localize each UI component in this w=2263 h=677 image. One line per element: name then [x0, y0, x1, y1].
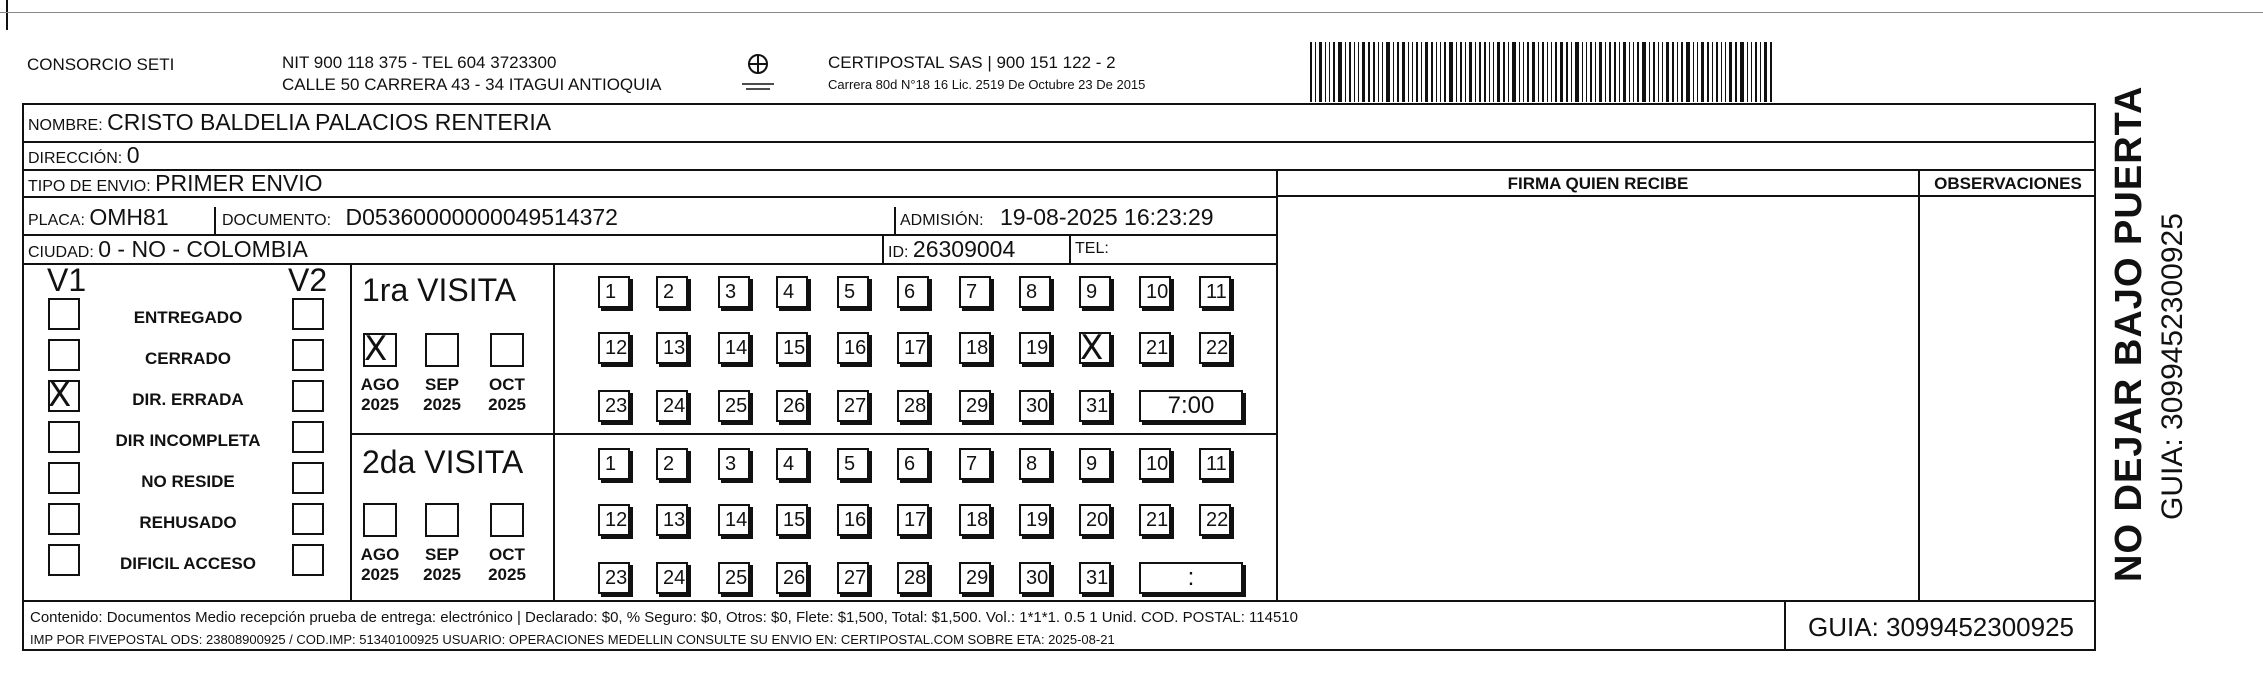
barcode-bar [1373, 42, 1375, 102]
barcode-bar [1386, 42, 1390, 102]
barcode-bar [1666, 42, 1669, 102]
barcode-bar [1707, 42, 1709, 102]
v2-checkbox[interactable] [292, 380, 324, 412]
barcode-bar [1637, 42, 1639, 102]
day-box[interactable]: 28 [897, 390, 929, 422]
barcode-bar [1747, 42, 1748, 102]
divider [22, 141, 2096, 143]
barcode-bar [1358, 42, 1359, 102]
barcode-bar [1725, 42, 1726, 102]
divider [553, 263, 555, 601]
day-box[interactable]: 14 [718, 332, 750, 364]
day-box[interactable]: 19 [1019, 504, 1051, 536]
barcode-bar [1764, 42, 1767, 102]
day-box[interactable]: 9 [1079, 276, 1111, 308]
day-box[interactable]: 28 [897, 562, 929, 594]
tipo-label: TIPO DE ENVIO: [28, 178, 151, 195]
barcode-bar [1740, 42, 1744, 102]
barcode-bar [1716, 42, 1718, 102]
reason-label: NO RESIDE [141, 472, 235, 491]
barcode-bar [1329, 42, 1330, 102]
barcode-bar [1623, 42, 1626, 102]
barcode-bar [1325, 42, 1326, 102]
placa-value: OMH81 [89, 204, 169, 230]
day-box[interactable]: 27 [837, 390, 869, 422]
v2-checkbox[interactable] [292, 503, 324, 535]
barcode-bar [1649, 42, 1650, 102]
day-box[interactable]: 12 [598, 504, 630, 536]
barcode-bar [1523, 42, 1524, 102]
certipostal-line: CERTIPOSTAL SAS | 900 151 122 - 2 [828, 53, 1116, 72]
barcode-bar [1402, 42, 1405, 102]
day-box[interactable]: 16 [837, 504, 869, 536]
barcode-bar [1605, 42, 1606, 102]
day-box[interactable]: 11 [1199, 448, 1231, 480]
day-box[interactable] [1079, 328, 1111, 368]
barcode-bar [1527, 42, 1529, 102]
barcode-bar [1542, 42, 1544, 102]
documento-field [222, 204, 618, 231]
day-box[interactable]: 6 [897, 448, 929, 480]
v1-header: V1 [47, 262, 87, 298]
barcode-bar [1460, 42, 1462, 102]
admision-field [900, 204, 1214, 231]
month-checkbox[interactable] [363, 329, 397, 369]
reason-label: DIR INCOMPLETA [115, 431, 261, 450]
barcode-bar [1633, 42, 1634, 102]
month-checkbox[interactable] [490, 503, 524, 537]
day-box[interactable]: 30 [1019, 390, 1051, 422]
day-box[interactable]: 24 [656, 562, 688, 594]
barcode-bar [1681, 42, 1683, 102]
barcode-bar [1712, 42, 1713, 102]
month-name: AGO [360, 375, 400, 394]
barcode-bar [1697, 42, 1698, 102]
direccion-label: DIRECCIÓN: [28, 150, 123, 167]
month-label [355, 375, 405, 415]
day-box[interactable]: 31 [1079, 562, 1111, 594]
barcode-bar [1440, 42, 1441, 102]
month-label [355, 545, 405, 585]
barcode-bar [1338, 42, 1342, 102]
observaciones-header: OBSERVACIONES [1934, 174, 2082, 193]
day-box[interactable]: 14 [718, 504, 750, 536]
barcode-bar [1599, 42, 1602, 102]
day-box[interactable]: 21 [1139, 504, 1171, 536]
barcode-bar [1590, 42, 1592, 102]
month-year: 2025 [488, 395, 526, 414]
month-year: 2025 [423, 565, 461, 584]
barcode-bar [1642, 42, 1646, 102]
logo-icon [738, 50, 778, 94]
day-box[interactable]: 11 [1199, 276, 1231, 308]
day-box[interactable]: 1 [598, 448, 630, 480]
month-checkbox[interactable] [363, 503, 397, 537]
tipo-field [28, 170, 323, 197]
v1-checkbox[interactable] [48, 544, 80, 576]
month-year: 2025 [361, 565, 399, 584]
barcode-bar [1609, 42, 1611, 102]
day-box[interactable]: 21 [1139, 332, 1171, 364]
barcode-bar [1408, 42, 1409, 102]
day-box[interactable]: 25 [718, 390, 750, 422]
nit-block [282, 52, 661, 96]
divider [882, 235, 884, 264]
barcode-bar [1729, 42, 1732, 102]
day-box[interactable]: 31 [1079, 390, 1111, 422]
tel-label: TEL: [1075, 240, 1109, 257]
barcode-bar [1479, 42, 1481, 102]
side-warning: NO DEJAR BAJO PUERTA [2108, 85, 2150, 582]
barcode-bar [1672, 42, 1674, 102]
barcode-bar [1677, 42, 1678, 102]
day-box[interactable]: 4 [776, 448, 808, 480]
v2-header: V2 [288, 262, 328, 298]
v1-checkbox[interactable] [48, 375, 80, 415]
barcode-bar [1497, 42, 1500, 102]
v2-checkbox[interactable] [292, 544, 324, 576]
barcode-bar [1382, 42, 1383, 102]
barcode-bar [1629, 42, 1630, 102]
barcode-bar [1444, 42, 1446, 102]
divider [350, 263, 352, 601]
documento-value: D05360000000049514372 [345, 204, 618, 230]
license-line: Carrera 80d N°18 16 Lic. 2519 De Octubre 23 De 2015 [828, 77, 1146, 92]
id-value: 26309004 [912, 236, 1016, 262]
divider [350, 433, 1278, 435]
barcode-bar [1465, 42, 1466, 102]
barcode-bar [1555, 42, 1557, 102]
side-guia: GUIA: 3099452300925 [2156, 213, 2189, 520]
barcode-bar [1362, 42, 1365, 102]
month-label [482, 375, 532, 415]
direccion-value: 0 [126, 142, 140, 168]
day-box[interactable]: 15 [776, 504, 808, 536]
day-box[interactable]: 12 [598, 332, 630, 364]
month-year: 2025 [488, 565, 526, 584]
admision-value: 19-08-2025 16:23:29 [1000, 204, 1214, 230]
direccion-field [28, 142, 139, 169]
reason-label: CERRADO [145, 349, 231, 368]
barcode-bar [1755, 42, 1757, 102]
address-line: CALLE 50 CARRERA 43 - 34 ITAGUI ANTIOQUIA [282, 75, 662, 94]
month-name: OCT [489, 375, 525, 394]
barcode-bar [1686, 42, 1690, 102]
visit1-title: 1ra VISITA [362, 272, 517, 308]
divider [1918, 169, 1920, 601]
barcode-bar [1319, 42, 1322, 102]
nombre-label: NOMBRE: [28, 117, 103, 134]
day-box[interactable]: 9 [1079, 448, 1111, 480]
barcode-bar [1571, 42, 1572, 102]
divider [22, 169, 2096, 171]
visit2-title: 2da VISITA [362, 444, 524, 480]
barcode-bar [1449, 42, 1453, 102]
barcode-bar [1349, 42, 1351, 102]
barcode-bar [1595, 42, 1596, 102]
month-checkbox[interactable] [425, 503, 459, 537]
nit-line: NIT 900 118 375 - TEL 604 3723300 [282, 53, 557, 72]
divider [894, 207, 896, 235]
divider [1276, 195, 2096, 197]
barcode-bar [1751, 42, 1752, 102]
day-box[interactable]: 15 [776, 332, 808, 364]
barcode-bar [1519, 42, 1520, 102]
barcode-bar [1566, 42, 1568, 102]
guia-footer: GUIA: 3099452300925 [1808, 612, 2074, 642]
day-box[interactable]: 23 [598, 390, 630, 422]
day-box[interactable]: 30 [1019, 562, 1051, 594]
barcode-bar [1614, 42, 1616, 102]
barcode-bar [1397, 42, 1399, 102]
barcode-bar [1538, 42, 1539, 102]
month-year: 2025 [361, 395, 399, 414]
barcode-bar [1512, 42, 1516, 102]
day-box[interactable]: 27 [837, 562, 869, 594]
v2-checkbox[interactable] [292, 339, 324, 371]
check-mark: X [364, 329, 388, 369]
admision-label: ADMISIÓN: [900, 212, 984, 229]
day-box[interactable]: 5 [837, 448, 869, 480]
day-box[interactable]: 16 [837, 332, 869, 364]
v2-checkbox[interactable] [292, 421, 324, 453]
divider [1276, 169, 1278, 601]
ciudad-field [28, 236, 308, 263]
ciudad-value: 0 - NO - COLOMBIA [98, 236, 308, 262]
barcode-bar [1354, 42, 1355, 102]
check-mark: X [1080, 328, 1104, 368]
barcode-bar [1560, 42, 1563, 102]
day-box[interactable]: 4 [776, 276, 808, 308]
v1-checkbox[interactable] [48, 421, 80, 453]
tipo-value: PRIMER ENVIO [155, 170, 323, 196]
v2-checkbox[interactable] [292, 462, 324, 494]
certipostal-block [828, 52, 1145, 96]
barcode-bar [1412, 42, 1413, 102]
v1-checkbox[interactable] [48, 339, 80, 371]
barcode-bar [1532, 42, 1535, 102]
edge-mark [0, 12, 2263, 13]
reason-label: DIFICIL ACCESO [119, 554, 256, 573]
company-name: CONSORCIO SETI [27, 55, 175, 74]
day-box[interactable]: 29 [959, 390, 991, 422]
day-box[interactable]: 7 [959, 276, 991, 308]
v1-checkbox[interactable] [48, 462, 80, 494]
month-name: AGO [360, 545, 400, 564]
divider [1069, 235, 1071, 264]
ciudad-label: CIUDAD: [28, 244, 94, 261]
placa-label: PLACA: [28, 212, 85, 229]
day-box[interactable]: 19 [1019, 332, 1051, 364]
day-box[interactable]: 13 [656, 504, 688, 536]
id-field [888, 236, 1015, 263]
barcode-bar [1503, 42, 1505, 102]
month-year: 2025 [423, 395, 461, 414]
barcode-bar [1425, 42, 1428, 102]
barcode-bar [1489, 42, 1490, 102]
day-box[interactable]: 2 [656, 448, 688, 480]
month-label [482, 545, 532, 585]
day-box[interactable]: 26 [776, 390, 808, 422]
month-name: OCT [489, 545, 525, 564]
nombre-field [28, 109, 551, 136]
barcode-bar [1760, 42, 1761, 102]
barcode-bar [1575, 42, 1579, 102]
placa-field [28, 204, 169, 231]
barcode-bar [1310, 42, 1312, 102]
day-box[interactable]: 3 [718, 276, 750, 308]
reason-label: ENTREGADO [133, 308, 243, 327]
barcode-bar [1345, 42, 1346, 102]
day-box[interactable]: 24 [656, 390, 688, 422]
documento-label: DOCUMENTO: [222, 212, 332, 229]
barcode-bar [1421, 42, 1422, 102]
barcode-bar [1393, 42, 1394, 102]
id-label: ID: [888, 244, 909, 261]
day-box[interactable]: 3 [718, 448, 750, 480]
month-name: SEP [424, 545, 460, 564]
month-label [417, 375, 467, 415]
divider [214, 207, 216, 235]
day-box[interactable]: 17 [897, 332, 929, 364]
barcode-bar [1493, 42, 1494, 102]
barcode [1310, 42, 1950, 102]
day-box[interactable]: 26 [776, 562, 808, 594]
month-name: SEP [424, 375, 460, 394]
imp-line: IMP POR FIVEPOSTAL ODS: 23808900925 / COD.IMP: 51340100925 USUARIO: OPERACIONES MEDELLIN CONSULTE SU ENVIO EN: CERTIPOSTAL.COM SOBRE ETA: 2025-08-21 [30, 632, 1115, 647]
divider [22, 263, 1278, 265]
day-box[interactable]: 2 [656, 276, 688, 308]
day-box[interactable]: 17 [897, 504, 929, 536]
edge-mark [6, 0, 8, 30]
barcode-bar [1378, 42, 1379, 102]
barcode-bar [1333, 42, 1335, 102]
day-box[interactable]: 13 [656, 332, 688, 364]
day-box[interactable]: 25 [718, 562, 750, 594]
barcode-bar [1508, 42, 1509, 102]
day-box[interactable]: 5 [837, 276, 869, 308]
reason-label: REHUSADO [139, 513, 237, 532]
day-box[interactable]: 10 [1139, 276, 1171, 308]
barcode-bar [1551, 42, 1552, 102]
barcode-bar [1547, 42, 1548, 102]
day-box[interactable]: 10 [1139, 448, 1171, 480]
barcode-bar [1484, 42, 1486, 102]
nombre-value: CRISTO BALDELIA PALACIOS RENTERIA [107, 109, 552, 135]
check-mark: X [48, 375, 72, 415]
day-box[interactable]: 18 [959, 332, 991, 364]
barcode-bar [1721, 42, 1722, 102]
barcode-bar [1693, 42, 1694, 102]
day-box[interactable]: 29 [959, 562, 991, 594]
reason-label: DIR. ERRADA [132, 390, 244, 409]
contenido-line: Contenido: Documentos Medio recepción prueba de entrega: electrónico | Declarado: $0, % Seguro: $0, Otros: $0, Flete: $1,500, Total: $1,500. Vol.: 1*1*1. 0.5 1 Unid. COD. POSTAL: 114510 [30, 609, 1298, 626]
day-box[interactable]: 7 [959, 448, 991, 480]
barcode-bar [1619, 42, 1620, 102]
day-box[interactable]: 18 [959, 504, 991, 536]
tel-field [1075, 240, 1109, 258]
barcode-bar [1368, 42, 1370, 102]
barcode-bar [1456, 42, 1457, 102]
barcode-bar [1582, 42, 1583, 102]
barcode-bar [1416, 42, 1418, 102]
day-box[interactable]: 6 [897, 276, 929, 308]
barcode-bar [1315, 42, 1316, 102]
barcode-bar [1469, 42, 1472, 102]
barcode-bar [1662, 42, 1663, 102]
month-checkbox[interactable] [425, 333, 459, 367]
barcode-bar [1653, 42, 1655, 102]
barcode-bar [1735, 42, 1737, 102]
day-box[interactable]: 8 [1019, 448, 1051, 480]
day-box[interactable]: 20 [1079, 504, 1111, 536]
firma-header: FIRMA QUIEN RECIBE [1507, 174, 1689, 193]
day-box[interactable]: 1 [598, 276, 630, 308]
time-field[interactable]: : [1139, 562, 1243, 594]
v1-checkbox[interactable] [48, 298, 80, 330]
time-field[interactable]: 7:00 [1139, 390, 1243, 422]
day-box[interactable]: 22 [1199, 332, 1231, 364]
day-box[interactable]: 22 [1199, 504, 1231, 536]
day-box[interactable]: 8 [1019, 276, 1051, 308]
barcode-bar [1431, 42, 1433, 102]
v2-checkbox[interactable] [292, 298, 324, 330]
barcode-bar [1701, 42, 1704, 102]
v1-checkbox[interactable] [48, 503, 80, 535]
month-label [417, 545, 467, 585]
barcode-bar [1436, 42, 1437, 102]
barcode-bar [1586, 42, 1587, 102]
day-box[interactable]: 23 [598, 562, 630, 594]
barcode-bar [1658, 42, 1659, 102]
barcode-bar [1770, 42, 1772, 102]
month-checkbox[interactable] [490, 333, 524, 367]
barcode-bar [1475, 42, 1476, 102]
